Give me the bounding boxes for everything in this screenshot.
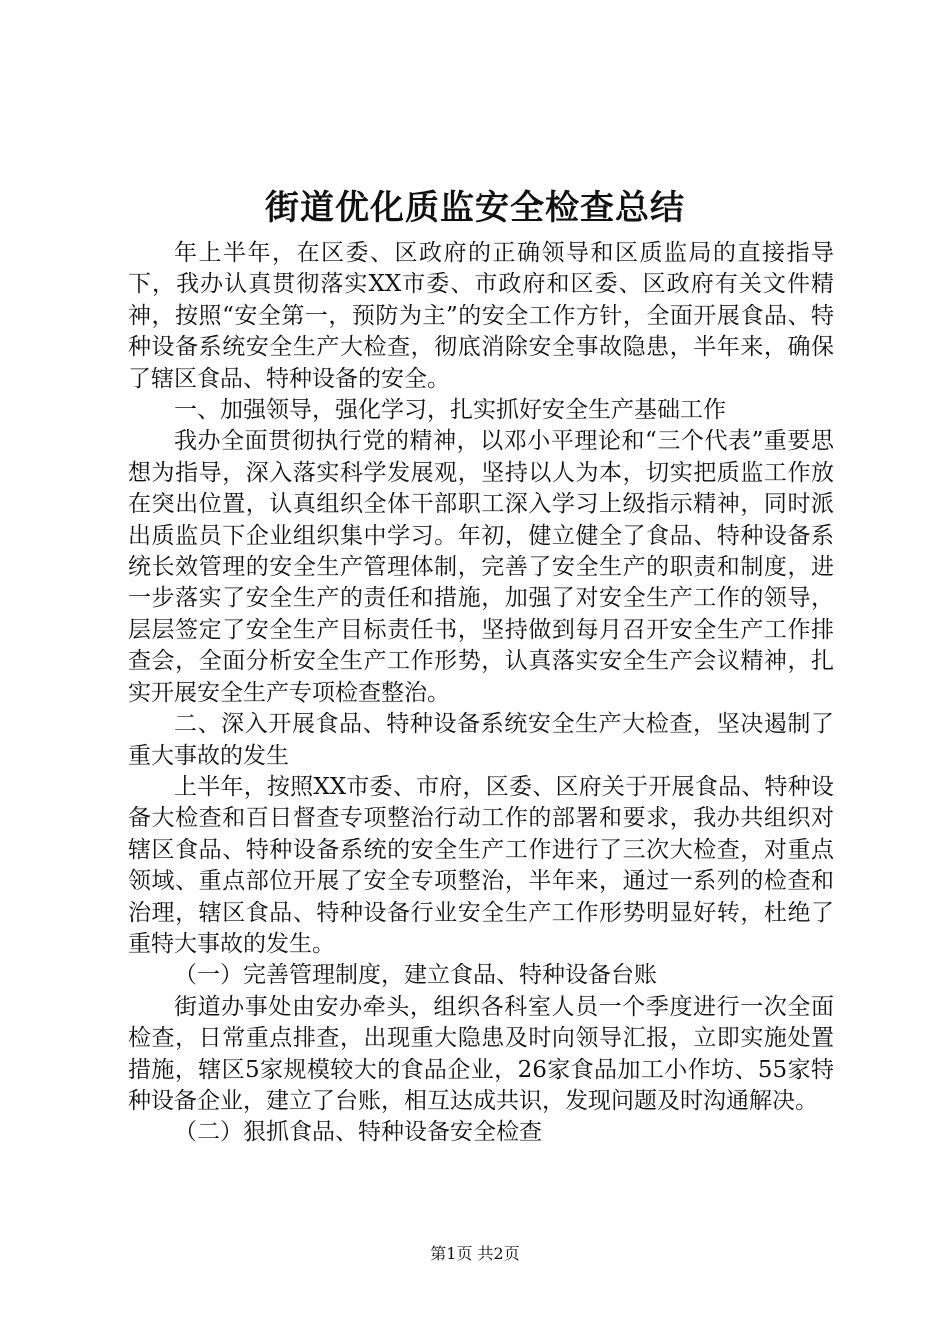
subsection-heading-1: （一）完善管理制度，建立食品、特种设备台账 [174,962,657,989]
section-heading-1: 一、加强领导，强化学习，扎实抓好安全生产基础工作 [174,397,726,424]
paragraph-intro: 年上半年，在区委、区政府的正确领导和区质监局的直接指导下，我办认真贯彻落实XX市委、市政府和区委、区政府有关文件精神，按照“安全第一，预防为主”的安全工作方针，全面开展食品、特种设备系统安全生产大检查，彻底消除安全事故隐患，半年来，确保了辖区食品、特种设备的安全。 [128,240,834,392]
document-title: 街道优化质监安全检查总结 [265,188,685,228]
paragraph-section-2: 上半年，按照XX市委、市府，区委、区府关于开展食品、特种设备大检查和百日督查专项整治行动工作的部署和要求，我办共组织对辖区食品、特种设备系统的安全生产工作进行了三次大检查，对重点领域、重点部位开展了安全专项整治，半年来，通过一系列的检查和治理，辖区食品、特种设备行业安全生产工作形势明显好转，杜绝了重特大事故的发生。 [128,773,834,957]
paragraph-section-1: 我办全面贯彻执行党的精神，以邓小平理论和“三个代表”重要思想为指导，深入落实科学发展观，坚持以人为本，切实把质监工作放在突出位置，认真组织全体干部职工深入学习上级指示精神，同时派出质监员下企业组织集中学习。年初，健立健全了食品、特种设备系统长效管理的安全生产管理体制，完善了安全生产的职责和制度，进一步落实了安全生产的责任和措施，加强了对安全生产工作的领导，层层签定了安全生产目标责任书，坚持做到每月召开安全生产工作排查会，全面分析安全生产工作形势，认真落实安全生产会议精神，扎实开展安全生产专项检查整治。 [128,428,834,706]
subsection-heading-2: （二）狠抓食品、特种设备安全检查 [174,1119,542,1146]
page-footer: 第1页 共2页 [430,1244,520,1263]
document-body [128,238,834,1149]
paragraph-subsection-1: 街道办事处由安办牵头，组织各科室人员一个季度进行一次全面检查，日常重点排查，出现重大隐患及时向领导汇报，立即实施处置措施，辖区5家规模较大的食品企业，26家食品加工小作坊、55家特种设备企业，建立了台账，相互达成共识，发现问题及时沟通解决。 [128,993,834,1114]
section-heading-2: 二、深入开展食品、特种设备系统安全生产大检查，坚决遏制了重大事故的发生 [128,711,834,769]
